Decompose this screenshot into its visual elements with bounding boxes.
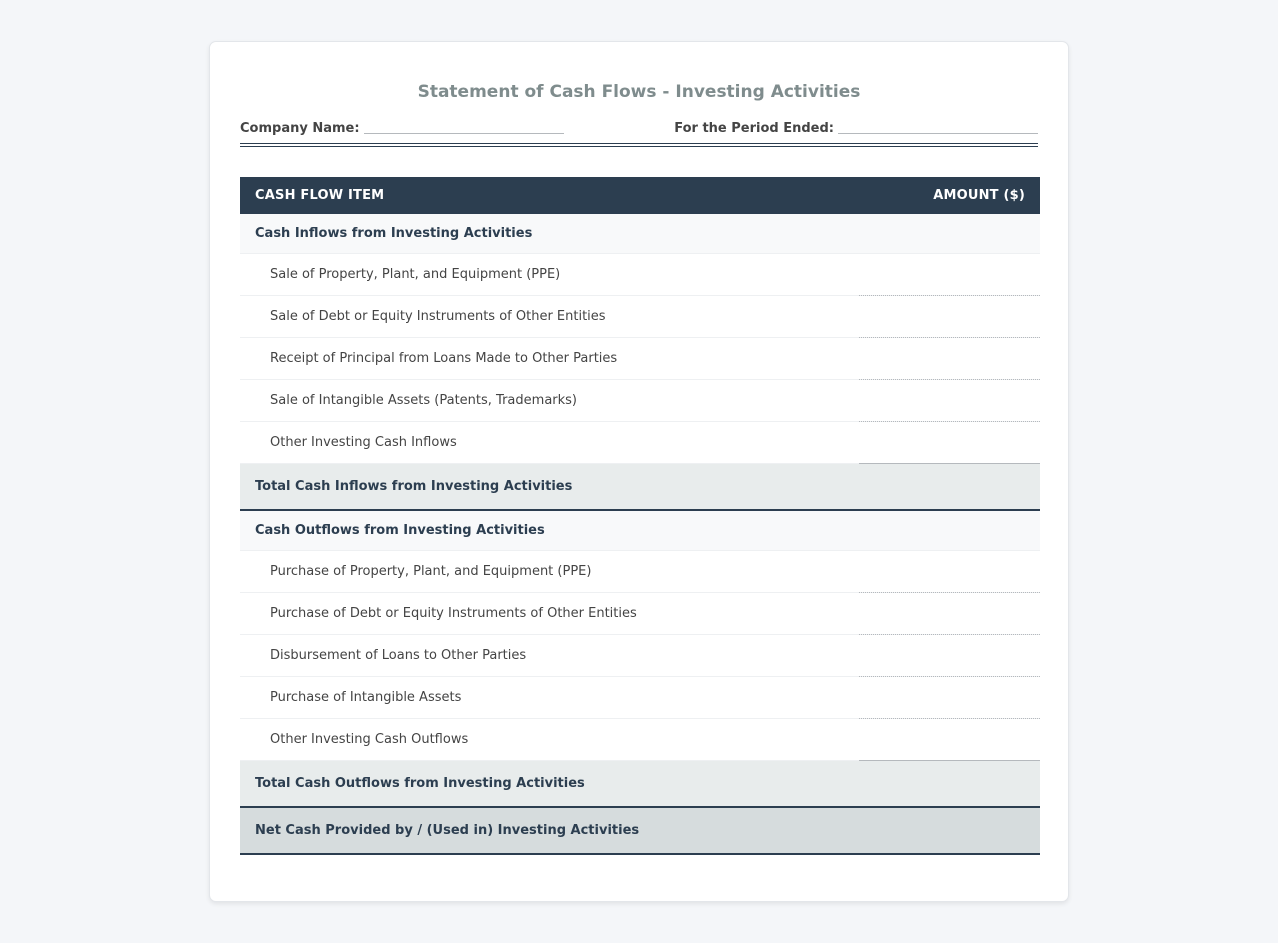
table-row <box>240 254 1040 296</box>
table-row <box>240 719 1040 761</box>
table-row <box>240 338 1040 380</box>
statement-card <box>209 41 1069 902</box>
period-ended-field <box>674 117 1038 137</box>
total-row-outflows: Total Cash Outflows from Investing Activities <box>240 761 1040 808</box>
statement-meta <box>240 117 1038 147</box>
table-row <box>240 296 1040 338</box>
cash-flow-table <box>240 177 1040 855</box>
period-ended-label: For the Period Ended: <box>674 121 834 136</box>
table-row <box>240 380 1040 422</box>
company-name-label: Company Name: <box>240 121 360 136</box>
period-ended-input-line[interactable] <box>838 132 1038 134</box>
table-row <box>240 422 1040 464</box>
table-row <box>240 593 1040 635</box>
header-cash-flow-item: CASH FLOW ITEM <box>255 188 385 203</box>
table-header <box>240 177 1040 214</box>
row-label: Disbursement of Loans to Other Parties <box>270 648 527 663</box>
statement-title: Statement of Cash Flows - Investing Activities <box>417 82 861 102</box>
company-name-input-line[interactable] <box>364 132 564 134</box>
row-label: Sale of Property, Plant, and Equipment (PPE) <box>270 267 561 282</box>
net-cash-row: Net Cash Provided by / (Used in) Investing Activities <box>240 808 1040 855</box>
header-amount: AMOUNT ($) <box>933 188 1025 203</box>
row-label: Purchase of Debt or Equity Instruments of Other Entities <box>270 606 637 621</box>
row-label: Purchase of Intangible Assets <box>270 690 462 705</box>
total-row-inflows: Total Cash Inflows from Investing Activities <box>240 464 1040 511</box>
table-row <box>240 551 1040 593</box>
row-label: Sale of Intangible Assets (Patents, Trademarks) <box>270 393 577 408</box>
row-label: Purchase of Property, Plant, and Equipment (PPE) <box>270 564 592 579</box>
section-heading-inflows: Cash Inflows from Investing Activities <box>240 214 1040 254</box>
row-label: Other Investing Cash Inflows <box>270 435 457 450</box>
table-row <box>240 635 1040 677</box>
company-name-field <box>240 117 564 137</box>
section-heading-outflows: Cash Outflows from Investing Activities <box>240 511 1040 551</box>
row-label: Sale of Debt or Equity Instruments of Other Entities <box>270 309 606 324</box>
table-row <box>240 677 1040 719</box>
row-label: Other Investing Cash Outflows <box>270 732 469 747</box>
row-label: Receipt of Principal from Loans Made to Other Parties <box>270 351 618 366</box>
